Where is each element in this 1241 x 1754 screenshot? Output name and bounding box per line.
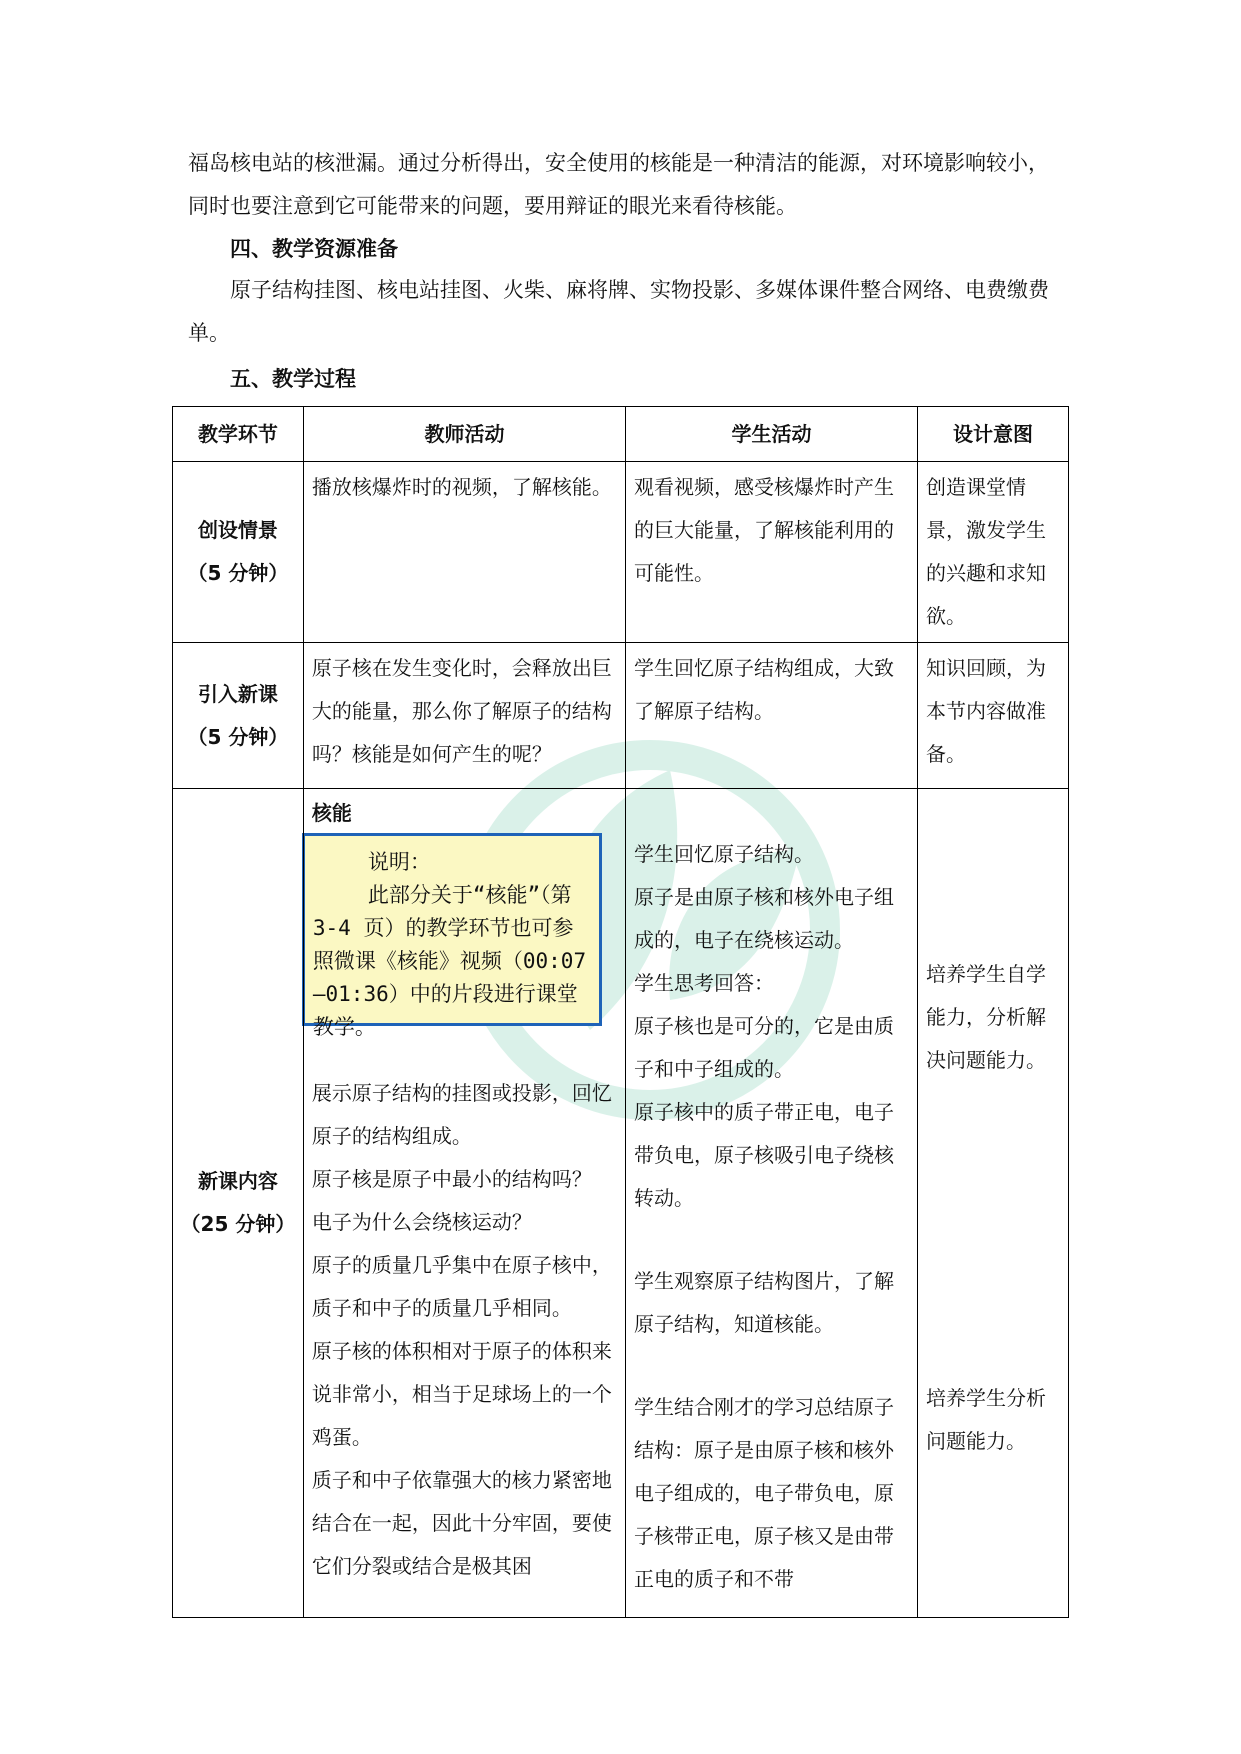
- teacher-cell: 播放核爆炸时的视频，了解核能。: [303, 462, 625, 643]
- stage-cell: [173, 462, 304, 643]
- intro-paragraph: 福岛核电站的核泄漏。通过分析得出，安全使用的核能是一种清洁的能源，对环境影响较小，同时也要注意到它可能带来的问题，要用辩证的眼光来看待核能。: [188, 151, 1049, 218]
- student-line: 学生观察原子结构图片，了解原子结构，知道核能。: [634, 1269, 895, 1336]
- stage-time: （5 分钟）: [187, 724, 289, 749]
- stage-time: （5 分钟）: [187, 561, 289, 585]
- intent-cell: 创造课堂情景，激发学生的兴趣和求知欲。: [917, 462, 1068, 643]
- student-line: 原子核也是可分的，它是由质子和中子组成的。: [634, 1014, 895, 1081]
- teacher-line: 原子的质量几乎集中在原子核中，质子和中子的质量几乎相同。: [311, 1253, 612, 1320]
- note-text: 此部分关于“核能”（第3-4 页）的教学环节也可参照微课《核能》视频（00:07—01:36）中的片段进行课堂教学。: [312, 883, 587, 1039]
- header-teacher: 教师活动: [303, 407, 625, 462]
- stage-name: 创设情景: [197, 518, 278, 542]
- teacher-line: 质子和中子依靠强大的核力紧密地结合在一起，因此十分牢固，要使它们分裂或结合是极其困: [311, 1468, 612, 1578]
- note-label: 说明：: [367, 850, 431, 874]
- teacher-line: 原子核的体积相对于原子的体积来说非常小，相当于足球场上的一个鸡蛋。: [311, 1339, 612, 1449]
- student-line: 学生回忆原子结构。: [634, 842, 815, 866]
- section-4-text: 原子结构挂图、核电站挂图、火柴、麻将牌、实物投影、多媒体课件整合网络、电费缴费单。: [188, 278, 1049, 345]
- intent-line: 培养学生分析问题能力。: [925, 1386, 1046, 1453]
- section-5-title: 五、教学过程: [230, 367, 356, 391]
- student-line: 学生思考回答：: [634, 971, 775, 995]
- table-header-row: [173, 407, 1069, 462]
- intent-cell: [917, 789, 1068, 1618]
- student-line: 原子核中的质子带正电，电子带负电，原子核吸引电子绕核转动。: [634, 1100, 895, 1210]
- stage-cell: [173, 789, 304, 1618]
- table-row: [173, 462, 1069, 643]
- table-row: [173, 643, 1069, 789]
- student-cell: [626, 789, 918, 1618]
- student-cell: 观看视频，感受核爆炸时产生的巨大能量，了解核能利用的可能性。: [626, 462, 918, 643]
- stage-name: 引入新课: [197, 681, 278, 706]
- header-intent: 设计意图: [917, 407, 1068, 462]
- header-student: 学生活动: [626, 407, 918, 462]
- teaching-process-table: [172, 406, 1069, 1618]
- note-box: [302, 833, 602, 1039]
- stage-name: 新课内容: [197, 1169, 278, 1193]
- stage-cell: [173, 643, 304, 789]
- teacher-line: 原子核是原子中最小的结构吗？: [311, 1167, 592, 1191]
- student-cell: 学生回忆原子结构组成，大致了解原子结构。: [626, 643, 918, 789]
- teacher-cell: 原子核在发生变化时，会释放出巨大的能量，那么你了解原子的结构吗？核能是如何产生的呢？: [303, 643, 625, 789]
- intent-line: 培养学生自学能力，分析解决问题能力。: [925, 962, 1046, 1072]
- intent-cell: 知识回顾，为本节内容做准备。: [917, 643, 1068, 789]
- teacher-line: 电子为什么会绕核运动？: [311, 1210, 532, 1234]
- header-stage: 教学环节: [173, 407, 304, 462]
- teacher-subtitle: 核能: [311, 801, 352, 825]
- teacher-line: 展示原子结构的挂图或投影，回忆原子的结构组成。: [311, 1081, 612, 1148]
- student-line: 原子是由原子核和核外电子组成的，电子在绕核运动。: [634, 885, 895, 952]
- student-line: 学生结合刚才的学习总结原子结构：原子是由原子核和核外电子组成的，电子带负电，原子核带正电，原子核又是由带正电的质子和不带: [634, 1395, 895, 1591]
- teacher-cell: [303, 789, 625, 1618]
- stage-time: （25 分钟）: [180, 1212, 296, 1236]
- table-row: [173, 789, 1069, 1618]
- section-4-title: 四、教学资源准备: [230, 237, 398, 261]
